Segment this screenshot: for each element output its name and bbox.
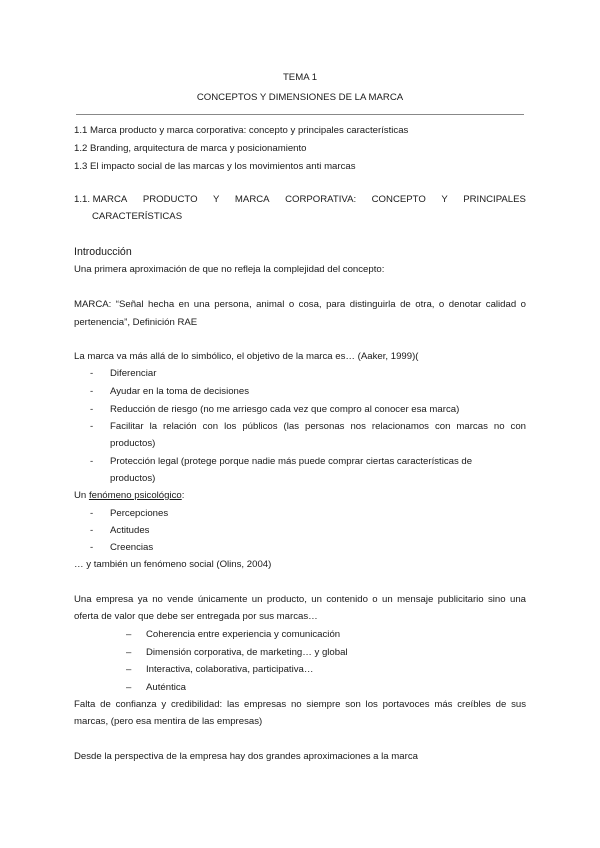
list-item: Creencias bbox=[110, 542, 154, 553]
list-item: Interactiva, colaborativa, participativa… bbox=[146, 664, 314, 675]
psych-lead bbox=[74, 490, 184, 501]
bullet-dash: - bbox=[90, 368, 94, 379]
bullet-dash: - bbox=[90, 542, 94, 553]
social-line: … y también un fenómeno social (Olins, 2004) bbox=[74, 559, 272, 570]
section-word: PRODUCTO bbox=[142, 194, 198, 205]
bullet-dash: - bbox=[90, 525, 94, 536]
list-item-continuation: productos) bbox=[110, 438, 156, 449]
bullet-dash: - bbox=[90, 508, 94, 519]
list-item: Ayudar en la toma de decisiones bbox=[110, 386, 250, 397]
bullet-dash: - bbox=[90, 404, 94, 415]
bullet-dash: – bbox=[126, 682, 132, 693]
psych-underlined: fenómeno psicológico bbox=[88, 490, 182, 501]
list-item: Actitudes bbox=[110, 525, 150, 536]
toc-item-3: 1.3 El impacto social de las marcas y los movimientos anti marcas bbox=[74, 161, 356, 172]
psych-prefix: Un bbox=[74, 490, 89, 501]
list-item: Dimensión corporativa, de marketing… y global bbox=[146, 647, 348, 658]
toc-item-2: 1.2 Branding, arquitectura de marca y posicionamiento bbox=[74, 143, 307, 154]
section-word: PRINCIPALES bbox=[463, 194, 526, 205]
list-item: Reducción de riesgo (no me arriesgo cada vez que compro al conocer esa marca) bbox=[110, 404, 460, 415]
bullet-dash: – bbox=[126, 647, 132, 658]
bullet-dash: - bbox=[90, 421, 94, 432]
psych-suffix: : bbox=[181, 490, 185, 501]
title-divider bbox=[76, 114, 524, 115]
section-word: Y bbox=[441, 194, 448, 205]
confianza-line-2: marcas, (pero esa mentira de las empresas) bbox=[74, 716, 263, 727]
list-item: Protección legal (protege porque nadie más puede comprar ciertas características de bbox=[110, 456, 473, 467]
definition-line-1: MARCA: “Señal hecha en una persona, animal o cosa, para distinguirla de otra, o denotar calidad o bbox=[74, 299, 526, 310]
bullet-dash: - bbox=[90, 456, 94, 467]
bullet-dash: - bbox=[90, 386, 94, 397]
section-word: CONCEPTO bbox=[371, 194, 426, 205]
document-title: CONCEPTOS Y DIMENSIONES DE LA MARCA bbox=[196, 92, 404, 103]
section-heading bbox=[74, 194, 526, 205]
section-word: Y bbox=[213, 194, 220, 205]
perspectiva-line: Desde la perspectiva de la empresa hay dos grandes aproximaciones a la marca bbox=[74, 751, 418, 762]
tema-label: TEMA 1 bbox=[282, 72, 318, 83]
aaker-lead: La marca va más allá de lo simbólico, el objetivo de la marca es… (Aaker, 1999)( bbox=[74, 351, 419, 362]
bullet-dash: – bbox=[126, 629, 132, 640]
empresa-line-1: Una empresa ya no vende únicamente un producto, un contenido o un mensaje publicitario sino una bbox=[74, 594, 526, 605]
list-item: Coherencia entre experiencia y comunicación bbox=[146, 629, 341, 640]
list-item: Facilitar la relación con los públicos (las personas nos relacionamos con marcas no con bbox=[110, 421, 526, 432]
list-item: Percepciones bbox=[110, 508, 169, 519]
empresa-line-2: oferta de valor que debe ser entregada por sus marcas… bbox=[74, 611, 318, 622]
confianza-line-1: Falta de confianza y credibilidad: las empresas no siempre son los portavoces más creíbles de sus bbox=[74, 699, 526, 710]
section-heading-line2: CARACTERÍSTICAS bbox=[92, 211, 183, 222]
list-item: Diferenciar bbox=[110, 368, 157, 379]
intro-heading: Introducción bbox=[74, 246, 132, 258]
toc-item-1: 1.1 Marca producto y marca corporativa: concepto y principales características bbox=[74, 125, 409, 136]
list-item: Auténtica bbox=[146, 682, 187, 693]
intro-text: Una primera aproximación de que no refleja la complejidad del concepto: bbox=[74, 264, 385, 275]
section-word: CORPORATIVA: bbox=[285, 194, 357, 205]
section-word: MARCA bbox=[234, 194, 270, 205]
definition-line-2: pertenencia”, Definición RAE bbox=[74, 317, 198, 328]
list-item-continuation: productos) bbox=[110, 473, 156, 484]
section-word: 1.1. MARCA bbox=[74, 194, 128, 205]
bullet-dash: – bbox=[126, 664, 132, 675]
